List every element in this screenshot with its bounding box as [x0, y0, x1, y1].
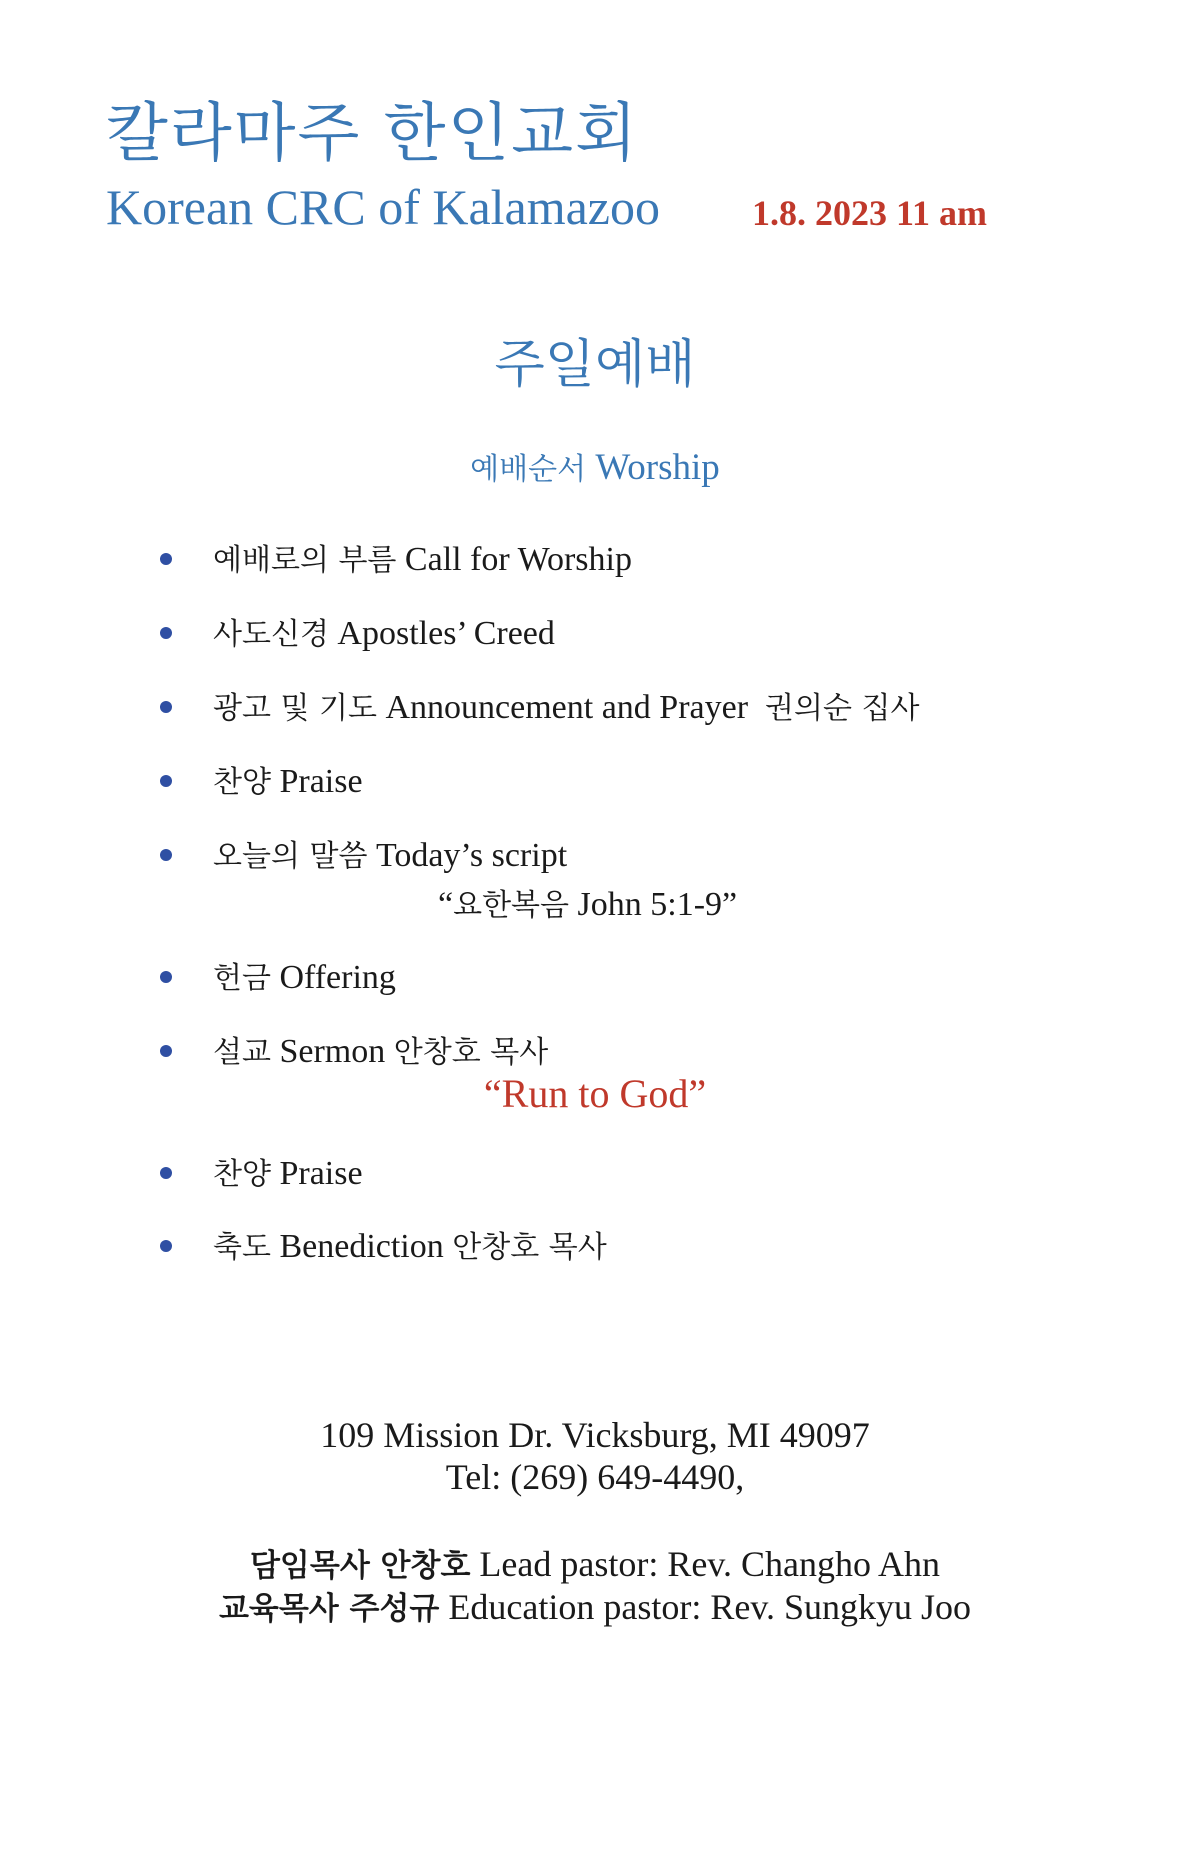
item-label-korean: 예배로의 부름 — [213, 543, 397, 578]
item-label-english: Praise — [279, 1155, 363, 1192]
order-of-worship-heading — [0, 444, 1190, 489]
item-label-korean: 축도 — [213, 1230, 271, 1265]
scripture-open-quote: “ — [438, 886, 454, 923]
scripture-korean: 요한복음 — [453, 888, 570, 923]
item-label-english: Sermon — [279, 1033, 386, 1070]
order-title-korean: 예배순서 — [470, 452, 587, 487]
church-name-english: Korean CRC of Kalamazoo — [106, 179, 661, 235]
item-leader: 안창호 목사 — [452, 1230, 607, 1265]
education-pastor-english: Education pastor: Rev. Sungkyu Joo — [448, 1587, 972, 1627]
bullet-icon — [160, 849, 172, 861]
item-label-english: Benediction — [279, 1228, 444, 1265]
bullet-icon — [160, 1240, 172, 1252]
scripture-close-quote: ” — [722, 886, 738, 923]
bullet-icon — [160, 553, 172, 565]
item-leader: 안창호 목사 — [393, 1035, 549, 1070]
education-pastor — [0, 1583, 1190, 1628]
item-label-english: Apostles’ Creed — [337, 615, 555, 652]
scripture-english: John 5:1-9 — [577, 886, 723, 923]
item-label-korean: 찬양 — [213, 765, 271, 800]
bullet-icon — [160, 971, 172, 983]
church-name-korean: 칼라마주 한인교회 — [106, 97, 639, 171]
item-label-english: Praise — [279, 763, 363, 800]
bullet-icon — [160, 701, 172, 713]
scripture-reference — [438, 880, 737, 924]
service-title: 주일예배 — [494, 335, 696, 395]
item-label-english: Announcement and Prayer — [385, 689, 749, 726]
item-label-korean: 광고 및 기도 — [213, 691, 377, 726]
bullet-icon — [160, 1167, 172, 1179]
item-label-korean: 사도신경 — [213, 617, 329, 652]
item-label-korean: 찬양 — [213, 1157, 271, 1192]
item-label-english: Offering — [279, 959, 396, 996]
bullet-icon — [160, 1045, 172, 1057]
item-label-korean: 오늘의 말씀 — [213, 839, 368, 874]
item-label-korean: 설교 — [213, 1035, 271, 1070]
bullet-icon — [160, 627, 172, 639]
education-pastor-korean: 교육목사 주성규 — [218, 1591, 440, 1627]
lead-pastor-english: Lead pastor: Rev. Changho Ahn — [479, 1544, 940, 1584]
item-leader: 권의순 집사 — [765, 691, 920, 726]
church-address: 109 Mission Dr. Vicksburg, MI 49097 — [320, 1415, 870, 1455]
order-title-english: Worship — [595, 447, 720, 488]
sermon-title: “Run to God” — [483, 1071, 707, 1116]
church-phone: Tel: (269) 649-4490, — [445, 1457, 745, 1497]
item-label-english: Call for Worship — [404, 541, 632, 578]
item-label-english: Today’s script — [375, 837, 568, 874]
lead-pastor-korean: 담임목사 안창호 — [249, 1548, 471, 1584]
lead-pastor — [0, 1540, 1190, 1585]
item-label-korean: 헌금 — [213, 961, 271, 996]
service-date: 1.8. 2023 11 am — [752, 193, 988, 233]
bullet-icon — [160, 775, 172, 787]
